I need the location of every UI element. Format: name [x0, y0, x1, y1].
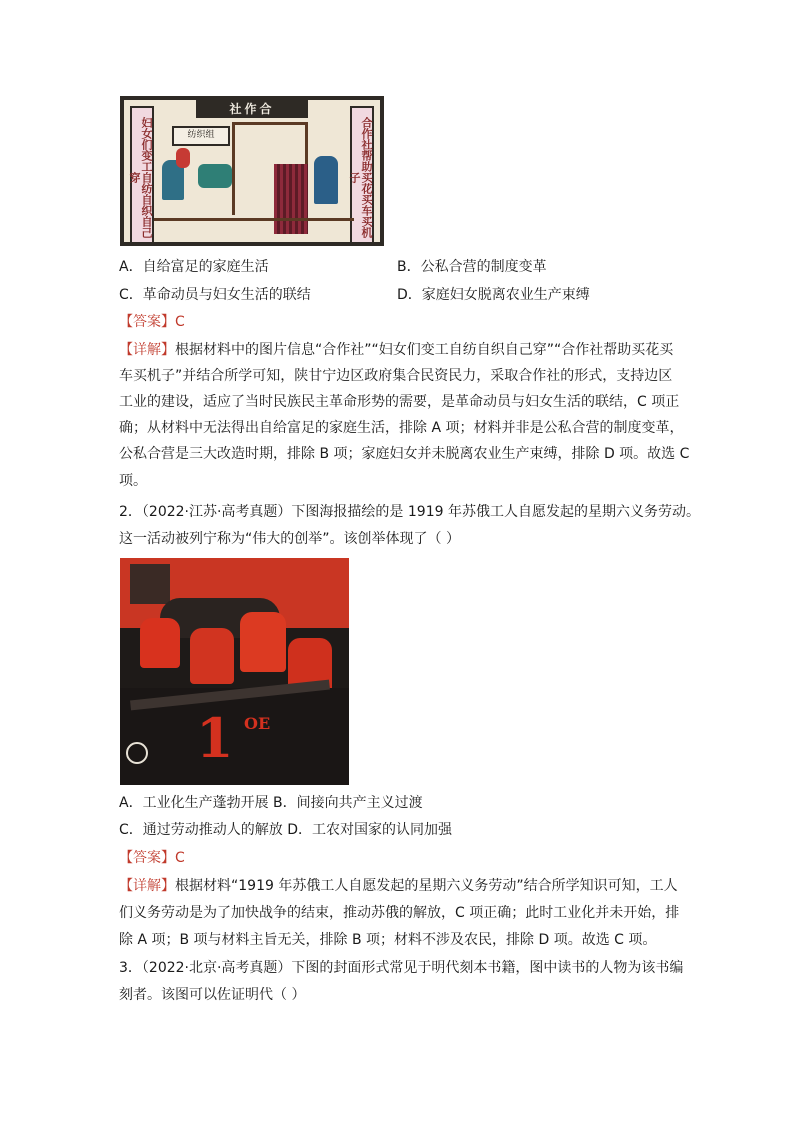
q1-explain-line: 公私合营是三大改造时期，排除 B 项；家庭妇女并未脱离农业生产束缚，排除 D 项。故选 C	[119, 446, 690, 462]
poster-number-sup: OE	[244, 714, 271, 733]
q1-option-b: B．公私合营的制度变革	[397, 259, 547, 275]
worker-1	[140, 618, 180, 668]
q1-explain-line: 【详解】根据材料中的图片信息“合作社”“妇女们变工自纺自织自己穿”“合作社帮助买花买	[119, 342, 674, 358]
q1-explain-line: 项。	[119, 473, 147, 489]
q2-options-cd: C．通过劳动推动人的解放 D．工农对国家的认同加强	[119, 822, 453, 838]
answer-value: C	[175, 314, 185, 330]
answer-label: 【答案】	[119, 850, 175, 866]
q1-explain-line: 车买机子”并结合所学可知，陕甘宁边区政府集合民资民力，采取合作社的形式，支持边区	[119, 368, 673, 384]
poster-banner: 社作合	[196, 100, 308, 118]
q2-options-ab: A．工业化生产蓬勃开展 B．间接向共产主义过渡	[119, 795, 423, 811]
poster-number: 1	[196, 706, 234, 770]
q3-stem-line: 刻者。该图可以佐证明代（ ）	[119, 987, 306, 1003]
answer-value: C	[175, 850, 185, 866]
worker-2	[190, 628, 234, 684]
answer-label: 【答案】	[119, 314, 175, 330]
q2-stem-line: 2．（2022·江苏·高考真题）下图海报描绘的是 1919 年苏俄工人自愿发起的星期六义务劳动。	[119, 504, 700, 520]
poster-sign: 纺织组	[172, 126, 230, 146]
q2-explain-line: 们义务劳动是为了加快战争的结束，推动苏俄的解放，C 项正确；此时工业化并未开始，排	[119, 905, 680, 921]
figure-man-right	[314, 156, 338, 204]
q1-option-a: A．自给富足的家庭生活	[119, 259, 269, 275]
q2-explain-line: 【详解】根据材料“1919 年苏俄工人自愿发起的星期六义务劳动”结合所学知识可知，工人	[119, 878, 678, 894]
poster-body	[124, 100, 380, 242]
poster-left-slogan: 妇女们变工自纺自织自己穿	[130, 106, 154, 242]
subbotnik-poster-image	[120, 558, 349, 785]
q3-stem-line: 3．（2022·北京·高考真题）下图的封面形式常见于明代刻本书籍，图中读书的人物为该书编	[119, 960, 684, 976]
emblem-icon	[126, 742, 148, 764]
q1-explain-line: 工业的建设，适应了当时民族民主革命形势的需要，是革命动员与妇女生活的联结，C 项正	[119, 394, 680, 410]
q2-answer-row	[119, 848, 185, 868]
poster-right-slogan: 合作社帮助买花买车买机子	[350, 106, 374, 242]
figure-child-red	[176, 148, 190, 168]
q1-answer-row	[119, 312, 185, 332]
worker-3	[240, 612, 286, 672]
q1-explain-line: 确；从材料中无法得出自给富足的家庭生活，排除 A 项；材料并非是公私合营的制度变革，	[119, 420, 684, 436]
explain-label: 【详解】	[119, 878, 175, 894]
explain-label: 【详解】	[119, 342, 175, 358]
cloth-bolt	[274, 164, 308, 234]
q2-stem-line: 这一活动被列宁称为“伟大的创举”。该创举体现了（ ）	[119, 531, 460, 547]
factory-silhouette	[130, 564, 170, 604]
floor-line	[154, 218, 354, 221]
cooperative-poster-image	[120, 96, 384, 246]
q2-explain-line: 除 A 项；B 项与材料主旨无关，排除 B 项；材料不涉及农民，排除 D 项。故选 C 项。	[119, 932, 657, 948]
q1-option-c: C．革命动员与妇女生活的联结	[119, 287, 311, 303]
figure-weaver	[198, 164, 232, 188]
q1-option-d: D．家庭妇女脱离农业生产束缚	[397, 287, 590, 303]
